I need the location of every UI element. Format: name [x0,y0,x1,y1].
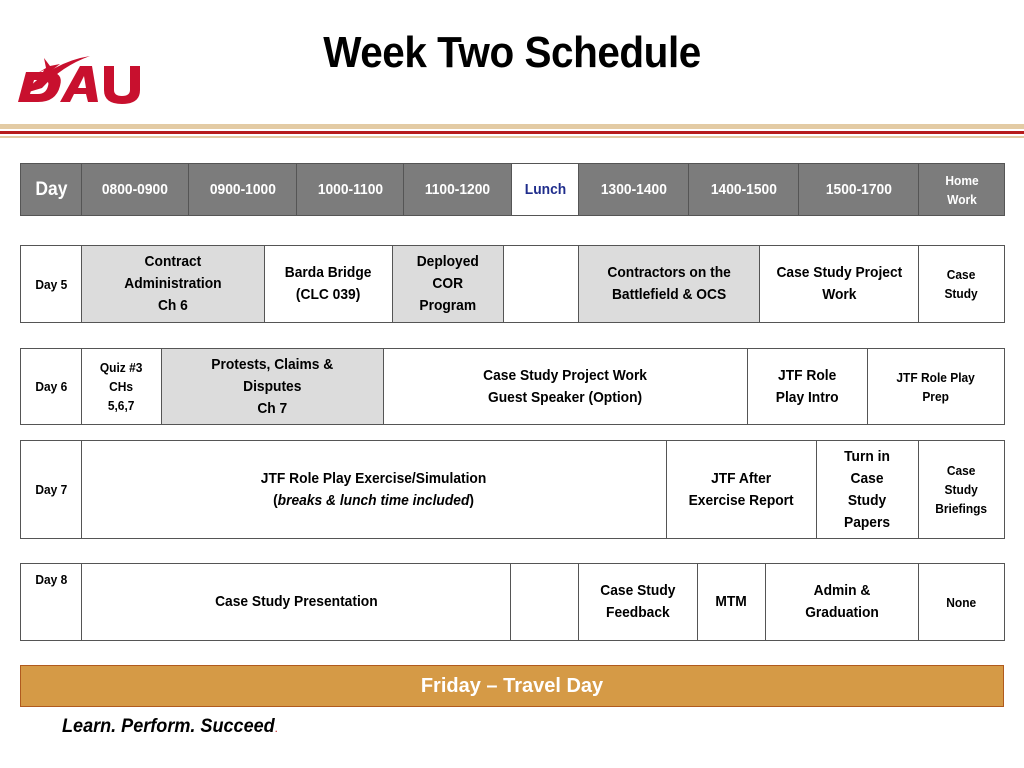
schedule-cell: Case Study Project Work [760,246,919,323]
schedule-cell: Barda Bridge (CLC 039) [265,246,393,323]
homework-cell: None [919,564,1005,641]
schedule-cell: Turn in Case Study Papers [817,441,919,539]
column-header-time: 1400-1500 [689,164,799,216]
quiz-cell: Quiz #3 CHs 5,6,7 [82,349,162,425]
schedule-cell: Admin & Graduation [766,564,919,641]
column-header-time: 0900-1000 [189,164,297,216]
column-header-time: 1100-1200 [404,164,512,216]
schedule-cell: Deployed COR Program [393,246,504,323]
column-header-time: 1000-1100 [297,164,404,216]
lunch-cell [504,246,579,323]
homework-cell: Case Study [919,246,1005,323]
page-title: Week Two Schedule [323,28,701,77]
schedule-cell: Contract Administration Ch 6 [82,246,265,323]
day-label: Day 6 [21,349,82,425]
schedule-cell: Case Study Presentation [82,564,511,641]
divider-line [0,131,1024,134]
column-header-time: 0800-0900 [82,164,189,216]
column-header-homework: Home Work [919,164,1005,216]
travel-day-banner: Friday – Travel Day [20,665,1004,707]
schedule-cell: MTM [698,564,766,641]
homework-cell: Case Study Briefings [919,441,1005,539]
column-header-lunch: Lunch [512,164,579,216]
schedule-cell: Case Study Feedback [579,564,698,641]
divider-line [0,136,1024,138]
day-5-table [20,245,1005,323]
day-8-table [20,563,1005,641]
day-label: Day 5 [21,246,82,323]
lunch-cell [511,564,579,641]
schedule-cell: JTF Role Play Intro [748,349,868,425]
column-header-time: 1500-1700 [799,164,919,216]
schedule-cell: Contractors on the Battlefield & OCS [579,246,760,323]
column-header-day: Day [21,164,82,216]
schedule-cell: JTF After Exercise Report [667,441,817,539]
tagline: Learn. Perform. Succeed. [62,716,278,737]
day-6-table [20,348,1005,425]
divider-line [0,124,1024,129]
schedule-cell: Protests, Claims & Disputes Ch 7 [162,349,384,425]
column-header-time: 1300-1400 [579,164,689,216]
day-7-table [20,440,1005,539]
schedule-header-table [20,163,1005,216]
day-label: Day 7 [21,441,82,539]
schedule-cell: JTF Role Play Exercise/Simulation (breaks & lunch time included) [82,441,667,539]
homework-cell: JTF Role Play Prep [868,349,1005,425]
schedule-cell: Case Study Project Work Guest Speaker (Option) [384,349,748,425]
day-label: Day 8 [21,564,82,641]
